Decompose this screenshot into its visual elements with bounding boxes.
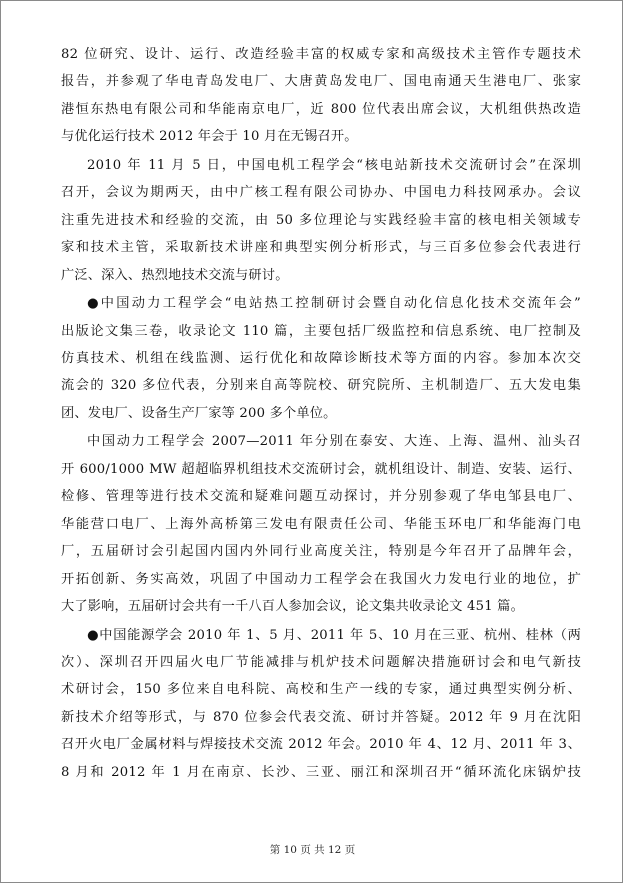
text-line: 仿真技术、机组在线监测、运行优化和故障诊断技术等方面的内容。参加本次交 [61, 350, 581, 366]
text-line: 与优化运行技术 2012 年会于 10 月在无锡召开。 [61, 129, 358, 145]
paragraph-1 [61, 41, 581, 151]
paragraph-3 [61, 290, 581, 427]
text-line: 2010 年 11 月 5 日，中国电机工程学会“核电站新技术交流研讨会”在深圳 [87, 157, 581, 173]
paragraph-2 [61, 152, 581, 289]
text-line: ●中国动力工程学会“电站热工控制研讨会暨自动化信息化技术交流年会” [87, 296, 581, 312]
text-line: 8 月和 2012 年 1 月在南京、长沙、三亚、丽江和深圳召开“循环流化床锅炉技 [61, 764, 581, 780]
page-number-footer: 第 10 页 共 12 页 [269, 844, 356, 856]
document-body [61, 41, 581, 787]
text-line: 流会的 320 多位代表，分别来自高等院校、研究院所、主机制造厂、五大发电集 [61, 378, 581, 394]
paragraph-5 [61, 622, 581, 787]
text-line: 术研讨会，150 多位来自电科院、高校和生产一线的专家，通过典型实例分析、 [61, 682, 581, 698]
text-line: 中国动力工程学会 2007—2011 年分别在泰安、大连、上海、温州、汕头召 [87, 434, 581, 450]
text-line: 召开火电厂金属材料与焊接技术交流 2012 年会。2010 年 4、12 月、2011 年 3、 [61, 737, 581, 753]
text-line: ●中国能源学会 2010 年 1、5 月、2011 年 5、10 月在三亚、杭州、桂林（两 [87, 627, 581, 643]
text-line: 出版论文集三卷，收录论文 110 篇，主要包括厂级监控和信息系统、电厂控制及 [61, 323, 581, 339]
text-line: 港恒东热电有限公司和华能南京电厂，近 800 位代表出席会议，大机组供热改造 [61, 101, 581, 117]
text-line: 报告，并参观了华电青岛发电厂、大唐黄岛发电厂、国电南通天生港电厂、张家 [61, 74, 581, 90]
text-line: 开 600/1000 MW 超超临界机组技术交流研讨会，就机组设计、制造、安装、运行、 [61, 461, 581, 477]
text-line: 大了影响，五届研讨会共有一千八百人参加会议，论文集共收录论文 451 篇。 [61, 599, 524, 615]
text-line: 家和技术主管，采取新技术讲座和典型实例分析形式，与三百多位参会代表进行 [61, 240, 581, 256]
text-line: 次）、深圳召开四届火电厂节能减排与机炉技术问题解决措施研讨会和电气新技 [61, 654, 581, 670]
text-line: 团、发电厂、设备生产厂家等 200 多个单位。 [61, 405, 337, 421]
text-line: 开拓创新、务实高效，巩固了中国动力工程学会在我国火力发电行业的地位，扩 [61, 571, 581, 587]
text-line: 检修、管理等进行技术交流和疑难问题互动探讨，并分别参观了华电邹县电厂、 [61, 489, 581, 505]
text-line: 厂，五届研讨会引起国内国内外同行业高度关注，特别是今年召开了品牌年会， [61, 544, 581, 560]
text-line: 新技术介绍等形式，与 870 位参会代表交流、研讨并答疑。2012 年 9 月在沈阳 [61, 709, 581, 725]
text-line: 82 位研究、设计、运行、改造经验丰富的权威专家和高级技术主管作专题技术 [61, 47, 581, 62]
text-line: 召开，会议为期两天，由中广核工程有限公司协办、中国电力科技网承办。会议 [61, 185, 581, 201]
text-line: 广泛、深入、热烈地技术交流与研讨。 [61, 267, 289, 283]
paragraph-4 [61, 428, 581, 620]
text-line: 华能营口电厂、上海外高桥第三发电有限责任公司、华能玉环电厂和华能海门电 [61, 516, 581, 532]
text-line: 注重先进技术和经验的交流，由 50 多位理论与实践经验丰富的核电相关领域专 [61, 212, 581, 228]
